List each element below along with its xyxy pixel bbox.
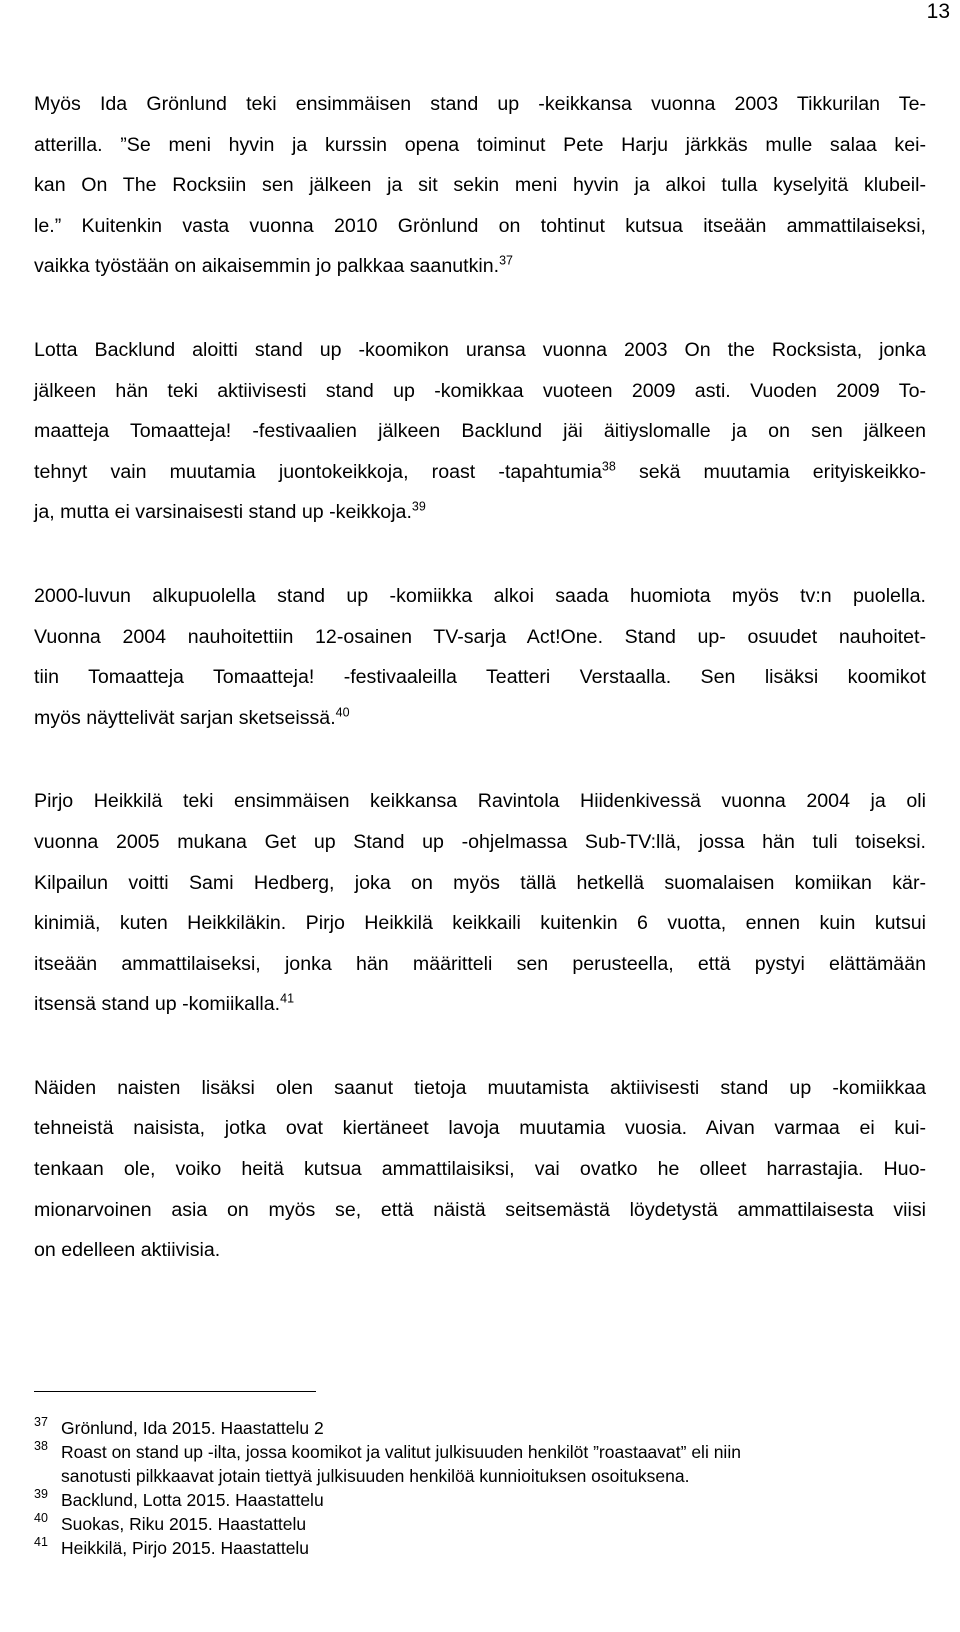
text-run: mionarvoinen asia on myös se, että näistä seitsemästä löydetystä ammattilaisesta viisi [34,1198,926,1221]
text-run: on edelleen aktiivisia. [34,1239,221,1262]
text-line [34,165,926,206]
text-line [34,1190,926,1231]
text-run: tehnyt vain muutamia juontokeikkoja, roast -tapahtumia [34,460,602,483]
footnote-ref: 38 [601,459,616,474]
footnote-separator [34,1391,316,1392]
text-line [34,822,926,863]
text-line [34,330,926,371]
paragraph [34,781,926,1025]
text-line [34,125,926,166]
text-run: 2000-luvun alkupuolella stand up -komiikka alkoi saada huomiota myös tv:n puolella. [34,584,926,607]
footnote-ref: 39 [411,499,426,514]
text-run: myös näyttelivät sarjan sketseissä. [34,706,336,729]
text-line [34,1068,926,1109]
text-line [34,984,926,1025]
text-run: Lotta Backlund aloitti stand up -koomikon uransa vuonna 2003 On the Rocksista, jonka [34,338,926,361]
paragraph [34,1068,926,1271]
footnote-text: Suokas, Riku 2015. Haastattelu [61,1514,307,1534]
footnote-number: 40 [34,1511,48,1525]
footnote-continuation [34,1464,914,1488]
text-run: jälkeen hän teki aktiivisesti stand up -komikkaa vuoteen 2009 asti. Vuoden 2009 To- [34,379,926,402]
footnote [34,1536,914,1560]
text-line [34,1108,926,1149]
body-text [34,84,926,1314]
text-run: maatteja Tomaatteja! -festivaalien jälkeen Backlund jäi äitiyslomalle ja on sen jälkeen [34,420,926,443]
footnote-number: 37 [34,1415,48,1429]
text-line [34,617,926,658]
text-line [34,206,926,247]
text-run: kan On The Rocksiin sen jälkeen ja sit sekin meni hyvin ja alkoi tulla kyselyitä klubeil- [34,174,926,197]
text-line [34,411,926,452]
text-line [34,657,926,698]
text-line [34,246,926,287]
text-line [34,84,926,125]
footnote [34,1488,914,1512]
text-run: itseään ammattilaiseksi, jonka hän määritteli sen perusteella, että pystyi elättämään [34,952,926,975]
text-line [34,698,926,739]
text-line [34,863,926,904]
text-line [34,944,926,985]
text-run: itsensä stand up -komiikalla. [34,993,281,1016]
page-number: 13 [926,0,950,23]
text-run: ja, mutta ei varsinaisesti stand up -keikkoja. [34,501,412,524]
text-line [34,1230,926,1271]
footnote-text: Grönlund, Ida 2015. Haastattelu 2 [61,1418,324,1438]
text-run: atterilla. ”Se meni hyvin ja kurssin opena toiminut Pete Harju järkkäs mulle salaa kei- [34,133,926,156]
text-run: tenkaan ole, voiko heitä kutsua ammattilaisiksi, vai ovatko he olleet harrastajia. Huo- [34,1158,926,1181]
paragraph [34,576,926,738]
text-run: Kilpailun voitti Sami Hedberg, joka on myös tällä hetkellä suomalaisen komiikan kär- [34,871,926,894]
text-line [34,371,926,412]
paragraph [34,84,926,287]
footnote-number: 39 [34,1487,48,1501]
footnote-ref: 41 [280,991,295,1006]
footnote-number: 38 [34,1439,48,1453]
text-line [34,781,926,822]
text-line [34,1149,926,1190]
paragraph [34,330,926,533]
text-run: tehneistä naisista, jotka ovat kiertäneet lavoja muutamia vuosia. Aivan varmaa ei kui- [34,1117,926,1140]
footnote-text: sanotusti pilkkaavat jotain tiettyä julkisuuden henkilöä kunnioituksen osoituksena. [61,1466,690,1486]
text-run: Vuonna 2004 nauhoitettiin 12-osainen TV-sarja Act!One. Stand up- osuudet nauhoitet- [34,625,926,648]
text-run: vaikka työstään on aikaisemmin jo palkkaa saanutkin. [34,255,500,278]
text-run: tiin Tomaatteja Tomaatteja! -festivaaleilla Teatteri Verstaalla. Sen lisäksi koomikot [34,666,926,689]
text-run: Näiden naisten lisäksi olen saanut tietoja muutamista aktiivisesti stand up -komiikkaa [34,1076,926,1099]
footnote [34,1440,914,1464]
footnote-number: 41 [34,1535,48,1549]
text-run: kinimiä, kuten Heikkiläkin. Pirjo Heikkilä keikkaili kuitenkin 6 vuotta, ennen kuin kutsui [34,912,926,935]
footnote [34,1416,914,1440]
footnote-ref: 37 [499,253,513,268]
text-run: Myös Ida Grönlund teki ensimmäisen stand up -keikkansa vuonna 2003 Tikkurilan Te- [34,93,926,115]
footnote-ref: 40 [335,705,350,720]
text-line [34,452,926,493]
text-run: le.” Kuitenkin vasta vuonna 2010 Grönlund on tohtinut kutsua itseään ammattilaiseksi, [34,214,926,237]
footnote [34,1512,914,1536]
text-line [34,576,926,617]
text-run: sekä muutamia erityiskeikko- [615,460,926,483]
text-run: vuonna 2005 mukana Get up Stand up -ohjelmassa Sub-TV:llä, jossa hän tuli toiseksi. [34,830,926,853]
footnote-text: Heikkilä, Pirjo 2015. Haastattelu [61,1538,310,1558]
text-line [34,492,926,533]
footnote-text: Backlund, Lotta 2015. Haastattelu [61,1490,324,1510]
text-run: Pirjo Heikkilä teki ensimmäisen keikkansa Ravintola Hiidenkivessä vuonna 2004 ja oli [34,790,926,813]
text-line [34,903,926,944]
footnote-text: Roast on stand up -ilta, jossa koomikot ja valitut julkisuuden henkilöt ”roastaavat” eli niin [61,1442,741,1462]
footnotes [34,1416,914,1560]
